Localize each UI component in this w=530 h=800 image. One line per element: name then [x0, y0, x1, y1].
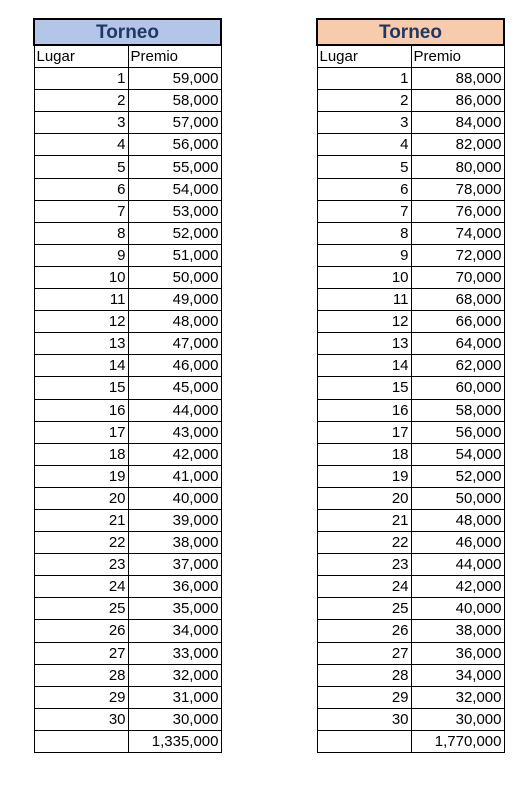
table-row — [317, 90, 504, 112]
place-cell: 26 — [317, 620, 411, 642]
table-row — [317, 576, 504, 598]
total-prize-cell: 1,335,000 — [128, 730, 221, 752]
place-cell: 1 — [34, 68, 128, 90]
table-row — [317, 642, 504, 664]
place-cell: 3 — [317, 112, 411, 134]
place-cell: 9 — [34, 244, 128, 266]
place-cell: 27 — [317, 642, 411, 664]
place-cell: 13 — [317, 333, 411, 355]
place-cell: 6 — [34, 178, 128, 200]
place-cell: 15 — [317, 377, 411, 399]
prize-cell: 86,000 — [411, 90, 504, 112]
place-cell: 9 — [317, 244, 411, 266]
prize-cell: 37,000 — [128, 554, 221, 576]
table-row — [34, 443, 221, 465]
prize-cell: 36,000 — [128, 576, 221, 598]
prize-cell: 84,000 — [411, 112, 504, 134]
prize-cell: 48,000 — [411, 509, 504, 531]
prize-cell: 30,000 — [128, 708, 221, 730]
place-cell: 22 — [317, 532, 411, 554]
prize-cell: 34,000 — [128, 620, 221, 642]
table-row — [317, 487, 504, 509]
place-cell: 28 — [317, 664, 411, 686]
table-row — [34, 377, 221, 399]
prize-cell: 44,000 — [411, 554, 504, 576]
place-cell: 25 — [317, 598, 411, 620]
place-cell: 18 — [34, 443, 128, 465]
prize-cell: 32,000 — [411, 686, 504, 708]
header-row — [34, 45, 221, 68]
place-cell: 20 — [317, 487, 411, 509]
prize-cell: 52,000 — [411, 465, 504, 487]
table-row — [34, 664, 221, 686]
prize-cell: 72,000 — [411, 244, 504, 266]
table-row — [317, 333, 504, 355]
table-row — [34, 532, 221, 554]
table-row — [34, 620, 221, 642]
prize-cell: 42,000 — [128, 443, 221, 465]
prize-cell: 40,000 — [128, 487, 221, 509]
prize-cell: 32,000 — [128, 664, 221, 686]
place-cell: 23 — [34, 554, 128, 576]
table-row — [34, 178, 221, 200]
prize-cell: 50,000 — [411, 487, 504, 509]
table-row — [317, 178, 504, 200]
place-cell: 2 — [317, 90, 411, 112]
table-row — [34, 465, 221, 487]
column-header-prize: Premio — [411, 45, 504, 68]
prize-cell: 78,000 — [411, 178, 504, 200]
prize-cell: 55,000 — [128, 156, 221, 178]
place-cell: 12 — [34, 311, 128, 333]
table-row — [317, 509, 504, 531]
column-header-prize: Premio — [128, 45, 221, 68]
place-cell: 15 — [34, 377, 128, 399]
place-cell: 14 — [317, 355, 411, 377]
table-row — [34, 289, 221, 311]
table-row — [317, 598, 504, 620]
prize-cell: 70,000 — [411, 266, 504, 288]
prize-cell: 49,000 — [128, 289, 221, 311]
table-row — [317, 134, 504, 156]
header-row — [317, 45, 504, 68]
place-cell: 17 — [34, 421, 128, 443]
prize-cell: 43,000 — [128, 421, 221, 443]
table-row — [34, 112, 221, 134]
table-row — [34, 708, 221, 730]
table-row — [34, 333, 221, 355]
prize-cell: 42,000 — [411, 576, 504, 598]
prize-cell: 38,000 — [411, 620, 504, 642]
prize-cell: 66,000 — [411, 311, 504, 333]
prize-cell: 34,000 — [411, 664, 504, 686]
place-cell: 8 — [34, 222, 128, 244]
table-row — [317, 200, 504, 222]
prize-cell: 76,000 — [411, 200, 504, 222]
table-row — [317, 399, 504, 421]
place-cell: 4 — [34, 134, 128, 156]
place-cell: 27 — [34, 642, 128, 664]
prize-cell: 56,000 — [128, 134, 221, 156]
table-row — [317, 355, 504, 377]
place-cell: 21 — [34, 509, 128, 531]
prize-cell: 48,000 — [128, 311, 221, 333]
table-row — [317, 465, 504, 487]
table-row — [34, 200, 221, 222]
place-cell: 5 — [317, 156, 411, 178]
place-cell: 22 — [34, 532, 128, 554]
prize-cell: 60,000 — [411, 377, 504, 399]
place-cell: 26 — [34, 620, 128, 642]
total-row — [317, 730, 504, 752]
place-cell: 23 — [317, 554, 411, 576]
prize-cell: 54,000 — [411, 443, 504, 465]
prize-cell: 58,000 — [128, 90, 221, 112]
place-cell: 16 — [317, 399, 411, 421]
table-row — [317, 289, 504, 311]
title-row — [34, 19, 221, 45]
prize-cell: 58,000 — [411, 399, 504, 421]
place-cell: 25 — [34, 598, 128, 620]
title-row — [317, 19, 504, 45]
place-cell: 11 — [34, 289, 128, 311]
prize-cell: 44,000 — [128, 399, 221, 421]
table-row — [34, 355, 221, 377]
table-row — [34, 686, 221, 708]
prize-cell: 51,000 — [128, 244, 221, 266]
place-cell: 21 — [317, 509, 411, 531]
prize-cell: 38,000 — [128, 532, 221, 554]
prize-cell: 52,000 — [128, 222, 221, 244]
prize-cell: 59,000 — [128, 68, 221, 90]
prize-cell: 45,000 — [128, 377, 221, 399]
place-cell: 14 — [34, 355, 128, 377]
table-row — [34, 134, 221, 156]
prize-cell: 40,000 — [411, 598, 504, 620]
table-row — [34, 244, 221, 266]
place-cell: 5 — [34, 156, 128, 178]
place-cell: 24 — [34, 576, 128, 598]
place-cell: 10 — [34, 266, 128, 288]
place-cell: 16 — [34, 399, 128, 421]
prize-cell: 46,000 — [128, 355, 221, 377]
prize-cell: 62,000 — [411, 355, 504, 377]
place-cell: 7 — [317, 200, 411, 222]
place-cell: 17 — [317, 421, 411, 443]
place-cell: 4 — [317, 134, 411, 156]
place-cell: 24 — [317, 576, 411, 598]
place-cell: 13 — [34, 333, 128, 355]
table-row — [317, 222, 504, 244]
table-row — [34, 421, 221, 443]
table-row — [317, 377, 504, 399]
table-row — [317, 443, 504, 465]
prize-table-right — [316, 18, 505, 753]
prize-cell: 31,000 — [128, 686, 221, 708]
table-row — [34, 598, 221, 620]
place-cell: 7 — [34, 200, 128, 222]
place-cell: 29 — [34, 686, 128, 708]
prize-cell: 46,000 — [411, 532, 504, 554]
total-prize-cell: 1,770,000 — [411, 730, 504, 752]
table-row — [317, 244, 504, 266]
table-row — [34, 311, 221, 333]
total-label-cell — [317, 730, 411, 752]
prize-cell: 47,000 — [128, 333, 221, 355]
prize-cell: 30,000 — [411, 708, 504, 730]
column-header-place: Lugar — [34, 45, 128, 68]
place-cell: 29 — [317, 686, 411, 708]
prize-cell: 50,000 — [128, 266, 221, 288]
prize-cell: 54,000 — [128, 178, 221, 200]
place-cell: 6 — [317, 178, 411, 200]
table-title: Torneo — [317, 19, 504, 45]
total-row — [34, 730, 221, 752]
place-cell: 12 — [317, 311, 411, 333]
prize-cell: 88,000 — [411, 68, 504, 90]
place-cell: 10 — [317, 266, 411, 288]
table-row — [317, 686, 504, 708]
place-cell: 3 — [34, 112, 128, 134]
table-row — [34, 266, 221, 288]
prize-cell: 57,000 — [128, 112, 221, 134]
place-cell: 18 — [317, 443, 411, 465]
place-cell: 30 — [317, 708, 411, 730]
place-cell: 20 — [34, 487, 128, 509]
place-cell: 19 — [317, 465, 411, 487]
table-row — [34, 642, 221, 664]
table-row — [317, 68, 504, 90]
column-header-place: Lugar — [317, 45, 411, 68]
prize-cell: 36,000 — [411, 642, 504, 664]
prize-cell: 74,000 — [411, 222, 504, 244]
prize-cell: 41,000 — [128, 465, 221, 487]
table-row — [34, 90, 221, 112]
table-row — [317, 421, 504, 443]
table-title: Torneo — [34, 19, 221, 45]
table-row — [317, 311, 504, 333]
prize-table-left — [33, 18, 222, 753]
place-cell: 2 — [34, 90, 128, 112]
table-row — [34, 576, 221, 598]
table-row — [34, 554, 221, 576]
prize-cell: 39,000 — [128, 509, 221, 531]
prize-cell: 56,000 — [411, 421, 504, 443]
place-cell: 19 — [34, 465, 128, 487]
place-cell: 30 — [34, 708, 128, 730]
prize-cell: 53,000 — [128, 200, 221, 222]
table-row — [34, 156, 221, 178]
place-cell: 11 — [317, 289, 411, 311]
table-row — [317, 708, 504, 730]
table-row — [317, 532, 504, 554]
prize-cell: 82,000 — [411, 134, 504, 156]
prize-cell: 64,000 — [411, 333, 504, 355]
prize-cell: 68,000 — [411, 289, 504, 311]
place-cell: 1 — [317, 68, 411, 90]
prize-cell: 80,000 — [411, 156, 504, 178]
table-row — [34, 222, 221, 244]
place-cell: 28 — [34, 664, 128, 686]
table-row — [34, 399, 221, 421]
table-row — [317, 156, 504, 178]
table-row — [34, 509, 221, 531]
total-label-cell — [34, 730, 128, 752]
table-row — [317, 112, 504, 134]
table-row — [317, 554, 504, 576]
prize-cell: 35,000 — [128, 598, 221, 620]
table-row — [317, 620, 504, 642]
table-row — [34, 68, 221, 90]
place-cell: 8 — [317, 222, 411, 244]
prize-cell: 33,000 — [128, 642, 221, 664]
table-row — [317, 266, 504, 288]
table-row — [34, 487, 221, 509]
table-row — [317, 664, 504, 686]
